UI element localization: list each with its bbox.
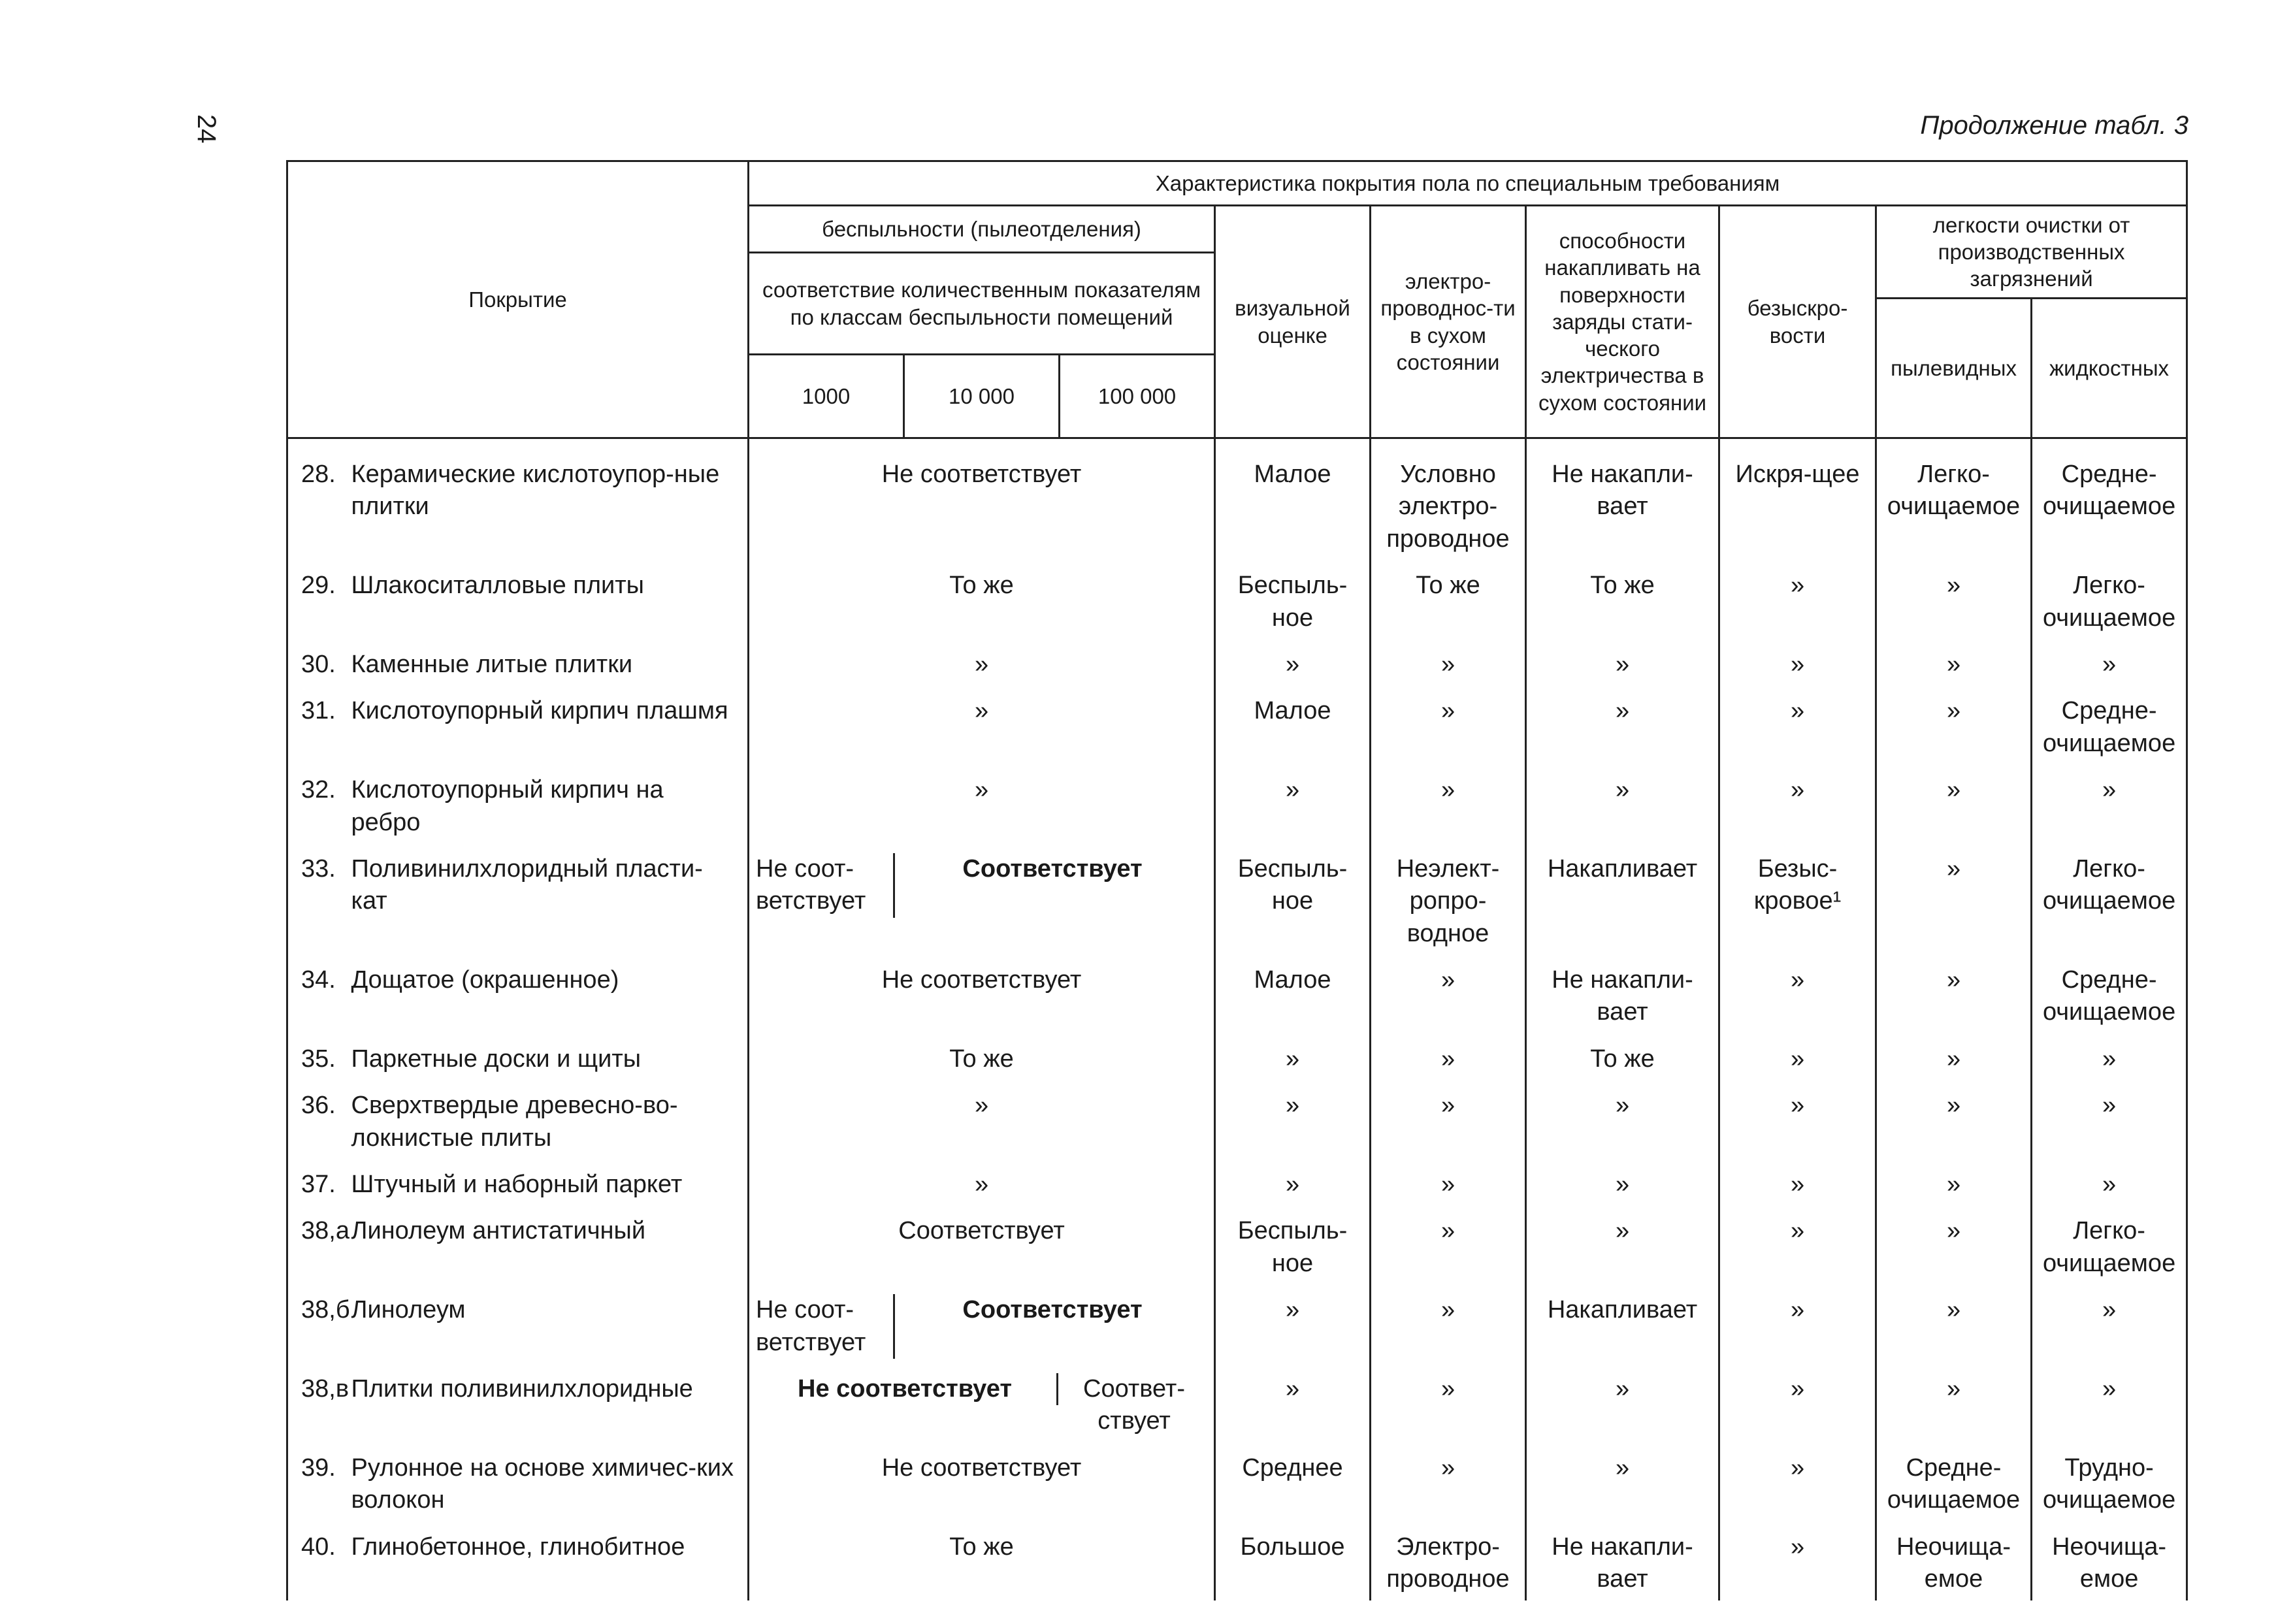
cell-static: То же xyxy=(1526,1034,1719,1080)
cell-static: Не накапли-вает xyxy=(1526,1522,1719,1601)
cell-spark: » xyxy=(1719,955,1876,1034)
cell-num: 29. xyxy=(287,560,346,640)
cell-num: 33. xyxy=(287,844,346,955)
cell-name: Сверхтвердые древесно-во-локнистые плиты xyxy=(346,1080,749,1160)
cell-name: Каменные литые плитки xyxy=(346,640,749,686)
cell-dust-split xyxy=(749,1364,1215,1443)
cell-num: 37. xyxy=(287,1160,346,1206)
cell-spark: Искря-щее xyxy=(1719,438,1876,561)
header-spark: безыскро-вости xyxy=(1719,206,1876,438)
cell-clean-dust: Легко-очищаемое xyxy=(1876,438,2032,561)
cell-visual: Среднее xyxy=(1215,1443,1371,1522)
cell-clean-dust: » xyxy=(1876,844,2032,955)
cell-visual: » xyxy=(1215,640,1371,686)
table-row xyxy=(287,438,2187,561)
cell-visual: » xyxy=(1215,1080,1371,1160)
cell-clean-dust: » xyxy=(1876,560,2032,640)
cell-num: 39. xyxy=(287,1443,346,1522)
cell-dust: » xyxy=(749,640,1215,686)
cell-name: Кислотоупорный кирпич на ребро xyxy=(346,765,749,844)
cell-clean-dust: » xyxy=(1876,640,2032,686)
header-class-1000: 1000 xyxy=(749,355,904,438)
cell-static: » xyxy=(1526,1160,1719,1206)
cell-clean-dust: » xyxy=(1876,1364,2032,1443)
cell-clean-dust: » xyxy=(1876,1034,2032,1080)
table-row xyxy=(287,1443,2187,1522)
cell-spark: » xyxy=(1719,1160,1876,1206)
cell-clean-liquid: Трудно-очищаемое xyxy=(2032,1443,2187,1522)
cell-electro: » xyxy=(1371,1080,1526,1160)
cell-name: Глинобетонное, глинобитное xyxy=(346,1522,749,1601)
table-row xyxy=(287,1080,2187,1160)
table-row xyxy=(287,1160,2187,1206)
cell-name: Дощатое (окрашенное) xyxy=(346,955,749,1034)
cell-name: Рулонное на основе химичес-ких волокон xyxy=(346,1443,749,1522)
cell-visual: Малое xyxy=(1215,955,1371,1034)
cell-dust: » xyxy=(749,686,1215,765)
cell-name: Штучный и наборный паркет xyxy=(346,1160,749,1206)
cell-name: Кислотоупорный кирпич плашмя xyxy=(346,686,749,765)
cell-spark: » xyxy=(1719,1522,1876,1601)
cell-visual: » xyxy=(1215,1034,1371,1080)
dust-left-value: Не соот-ветствует xyxy=(753,1294,895,1359)
cell-spark: » xyxy=(1719,686,1876,765)
cell-electro: Неэлект-ропро-водное xyxy=(1371,844,1526,955)
cell-num: 40. xyxy=(287,1522,346,1601)
page-number: 24 xyxy=(192,114,221,144)
cell-electro: » xyxy=(1371,686,1526,765)
cell-dust: Не соответствует xyxy=(749,1443,1215,1522)
cell-dust: » xyxy=(749,765,1215,844)
header-characteristic: Характеристика покрытия пола по специальным требованиям xyxy=(749,161,2187,206)
cell-electro: » xyxy=(1371,1206,1526,1285)
cell-clean-liquid: Средне-очищаемое xyxy=(2032,438,2187,561)
cell-electro: » xyxy=(1371,955,1526,1034)
cell-dust-split xyxy=(749,1285,1215,1364)
cell-dust: Соответствует xyxy=(749,1206,1215,1285)
header-visual: визуальной оценке xyxy=(1215,206,1371,438)
header-electro: электро-проводнос-ти в сухом состоянии xyxy=(1371,206,1526,438)
cell-static: » xyxy=(1526,1443,1719,1522)
cell-num: 38,в xyxy=(287,1364,346,1443)
dust-right-value: Соответствует xyxy=(962,1296,1143,1324)
cell-visual: » xyxy=(1215,765,1371,844)
header-compliance: соответствие количественным показателям по классам беспыльности помещений xyxy=(749,253,1215,355)
cell-visual: Малое xyxy=(1215,438,1371,561)
cell-clean-liquid: » xyxy=(2032,1080,2187,1160)
cell-num: 30. xyxy=(287,640,346,686)
header-coverage: Покрытие xyxy=(287,161,749,438)
cell-spark: » xyxy=(1719,765,1876,844)
cell-electro: » xyxy=(1371,1443,1526,1522)
cell-dust: » xyxy=(749,1080,1215,1160)
cell-num: 32. xyxy=(287,765,346,844)
table-row xyxy=(287,1285,2187,1364)
cell-electro: » xyxy=(1371,1034,1526,1080)
cell-dust: Не соответствует xyxy=(749,438,1215,561)
cell-num: 38,а xyxy=(287,1206,346,1285)
cell-dust: То же xyxy=(749,1522,1215,1601)
table-row xyxy=(287,844,2187,955)
cell-dust: » xyxy=(749,1160,1215,1206)
cell-electro: То же xyxy=(1371,560,1526,640)
table-row xyxy=(287,686,2187,765)
cell-num: 28. xyxy=(287,438,346,561)
cell-dust-split xyxy=(749,844,1215,955)
cell-dust: То же xyxy=(749,1034,1215,1080)
cell-clean-liquid: » xyxy=(2032,765,2187,844)
cell-static: » xyxy=(1526,640,1719,686)
cell-num: 36. xyxy=(287,1080,346,1160)
cell-electro: » xyxy=(1371,1364,1526,1443)
cell-clean-dust: » xyxy=(1876,1080,2032,1160)
cell-spark: » xyxy=(1719,1443,1876,1522)
cell-spark: » xyxy=(1719,1206,1876,1285)
cell-dust: То же xyxy=(749,560,1215,640)
cell-static: Не накапли-вает xyxy=(1526,955,1719,1034)
cell-name: Линолеум xyxy=(346,1285,749,1364)
cell-clean-liquid: » xyxy=(2032,640,2187,686)
header-class-100000: 100 000 xyxy=(1060,355,1215,438)
cell-clean-liquid: Легко-очищаемое xyxy=(2032,560,2187,640)
cell-visual: » xyxy=(1215,1160,1371,1206)
cell-spark: » xyxy=(1719,640,1876,686)
table-row xyxy=(287,765,2187,844)
dust-right-value: Соответ-ствует xyxy=(1083,1374,1185,1435)
cell-name: Поливинилхлоридный пласти-кат xyxy=(346,844,749,955)
cell-spark: » xyxy=(1719,1364,1876,1443)
coverage-characteristics-table xyxy=(286,160,2188,1600)
cell-spark: » xyxy=(1719,1080,1876,1160)
cell-clean-liquid: Средне-очищаемое xyxy=(2032,686,2187,765)
cell-electro: » xyxy=(1371,765,1526,844)
cell-clean-dust: Средне-очищаемое xyxy=(1876,1443,2032,1522)
cell-static: » xyxy=(1526,1364,1719,1443)
cell-static: Не накапли-вает xyxy=(1526,438,1719,561)
cell-name: Линолеум антистатичный xyxy=(346,1206,749,1285)
header-dust: пылевидных xyxy=(1876,299,2032,438)
cell-electro: Условно электро-проводное xyxy=(1371,438,1526,561)
cell-visual: Беспыль-ное xyxy=(1215,1206,1371,1285)
header-static: способности накапливать на поверхности заряды стати-ческого электричества в сухом состоянии xyxy=(1526,206,1719,438)
cell-static: » xyxy=(1526,1206,1719,1285)
cell-name: Плитки поливинилхлоридные xyxy=(346,1364,749,1443)
header-cleaning: легкости очистки от производственных загрязнений xyxy=(1876,206,2187,299)
cell-electro: » xyxy=(1371,640,1526,686)
cell-static: Накапливает xyxy=(1526,844,1719,955)
cell-dust: Не соответствует xyxy=(749,955,1215,1034)
cell-electro: » xyxy=(1371,1160,1526,1206)
cell-spark: » xyxy=(1719,1034,1876,1080)
cell-name: Керамические кислотоупор-ные плитки xyxy=(346,438,749,561)
table-row xyxy=(287,560,2187,640)
cell-num: 38,б xyxy=(287,1285,346,1364)
cell-name: Паркетные доски и щиты xyxy=(346,1034,749,1080)
cell-clean-liquid: » xyxy=(2032,1034,2187,1080)
header-dustless: беспыльности (пылеотделения) xyxy=(749,206,1215,253)
cell-spark: » xyxy=(1719,1285,1876,1364)
dust-right-value: Соответствует xyxy=(962,854,1143,883)
cell-clean-dust: » xyxy=(1876,1160,2032,1206)
cell-spark: » xyxy=(1719,560,1876,640)
cell-clean-liquid: Средне-очищаемое xyxy=(2032,955,2187,1034)
cell-visual: Большое xyxy=(1215,1522,1371,1601)
cell-clean-liquid: Неочища-емое xyxy=(2032,1522,2187,1601)
cell-visual: » xyxy=(1215,1364,1371,1443)
table-row xyxy=(287,955,2187,1034)
cell-num: 31. xyxy=(287,686,346,765)
table-row xyxy=(287,640,2187,686)
cell-name: Шлакоситалловые плиты xyxy=(346,560,749,640)
cell-static: » xyxy=(1526,686,1719,765)
cell-static: » xyxy=(1526,1080,1719,1160)
cell-clean-dust: » xyxy=(1876,765,2032,844)
table-row xyxy=(287,1034,2187,1080)
header-class-10000: 10 000 xyxy=(904,355,1060,438)
cell-clean-dust: » xyxy=(1876,1206,2032,1285)
table-row xyxy=(287,1522,2187,1601)
table-row xyxy=(287,1364,2187,1443)
header-liquid: жидкостных xyxy=(2032,299,2187,438)
cell-visual: Беспыль-ное xyxy=(1215,560,1371,640)
cell-static: » xyxy=(1526,765,1719,844)
table-continuation-label: Продолжение табл. 3 xyxy=(1920,111,2188,140)
cell-visual: Малое xyxy=(1215,686,1371,765)
cell-electro: Электро-проводное xyxy=(1371,1522,1526,1601)
cell-visual: Беспыль-ное xyxy=(1215,844,1371,955)
cell-static: То же xyxy=(1526,560,1719,640)
cell-clean-dust: » xyxy=(1876,1285,2032,1364)
cell-electro: » xyxy=(1371,1285,1526,1364)
cell-visual: » xyxy=(1215,1285,1371,1364)
cell-clean-dust: Неочища-емое xyxy=(1876,1522,2032,1601)
cell-clean-liquid: » xyxy=(2032,1160,2187,1206)
cell-clean-liquid: » xyxy=(2032,1364,2187,1443)
dust-left-value: Не соот-ветствует xyxy=(753,853,895,918)
cell-clean-dust: » xyxy=(1876,686,2032,765)
cell-num: 35. xyxy=(287,1034,346,1080)
cell-clean-liquid: » xyxy=(2032,1285,2187,1364)
cell-spark: Безыс-кровое¹ xyxy=(1719,844,1876,955)
cell-static: Накапливает xyxy=(1526,1285,1719,1364)
table-row xyxy=(287,1206,2187,1285)
cell-num: 34. xyxy=(287,955,346,1034)
dust-left-value: Не соответствует xyxy=(753,1373,1058,1405)
cell-clean-liquid: Легко-очищаемое xyxy=(2032,844,2187,955)
cell-clean-liquid: Легко-очищаемое xyxy=(2032,1206,2187,1285)
cell-clean-dust: » xyxy=(1876,955,2032,1034)
